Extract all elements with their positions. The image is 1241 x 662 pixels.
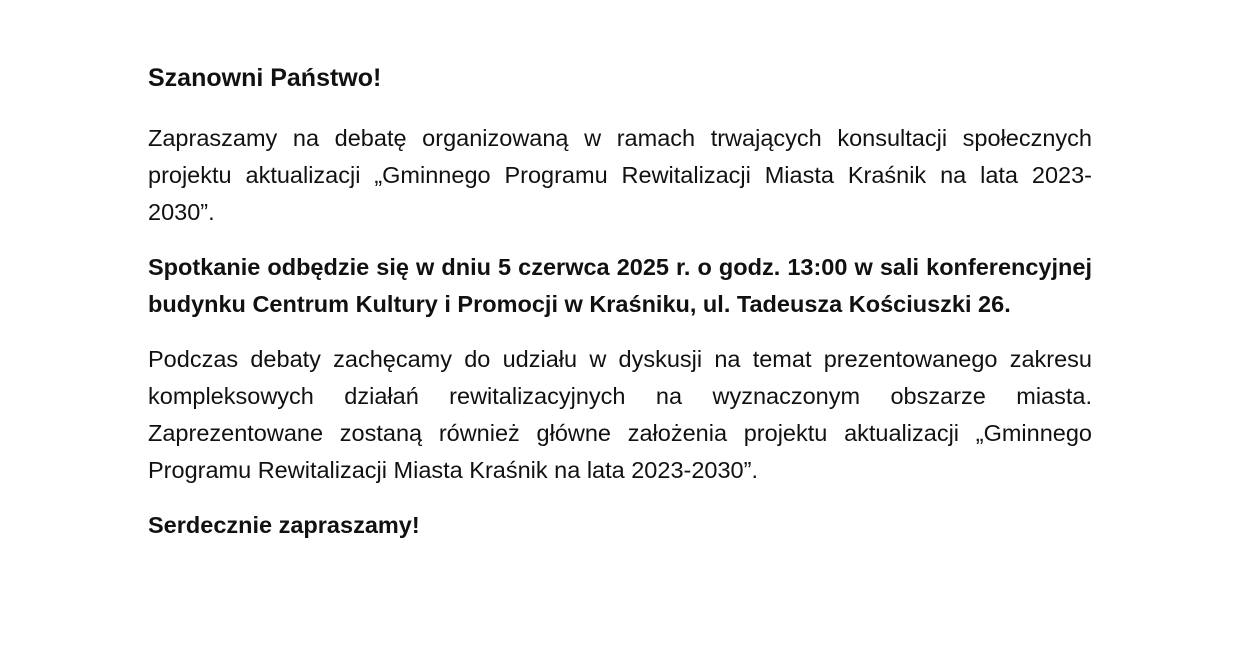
debate-description-paragraph: Podczas debaty zachęcamy do udziału w dyskusji na temat prezentowanego zakresu kompleksowych działań rewitalizacyjnych na wyznaczonym obszarze miasta. Zaprezentowane zostaną również główne założenia projektu aktualizacji „Gminnego Programu Rewitalizacji Miasta Kraśnik na lata 2023-2030”. — [148, 346, 1092, 483]
meeting-details-paragraph: Spotkanie odbędzie się w dniu 5 czerwca 2025 r. o godz. 13:00 w sali konferencyjnej budynku Centrum Kultury i Promocji w Kraśniku, ul. Tadeusza Kościuszki 26. — [148, 254, 1092, 317]
greeting: Szanowni Państwo! — [148, 64, 382, 92]
intro-paragraph: Zapraszamy na debatę organizowaną w ramach trwających konsultacji społecznych projektu aktualizacji „Gminnego Programu Rewitalizacji Miasta Kraśnik na lata 2023-2030”. — [148, 125, 1092, 225]
closing: Serdecznie zapraszamy! — [148, 512, 420, 538]
invitation-letter — [148, 58, 1092, 544]
